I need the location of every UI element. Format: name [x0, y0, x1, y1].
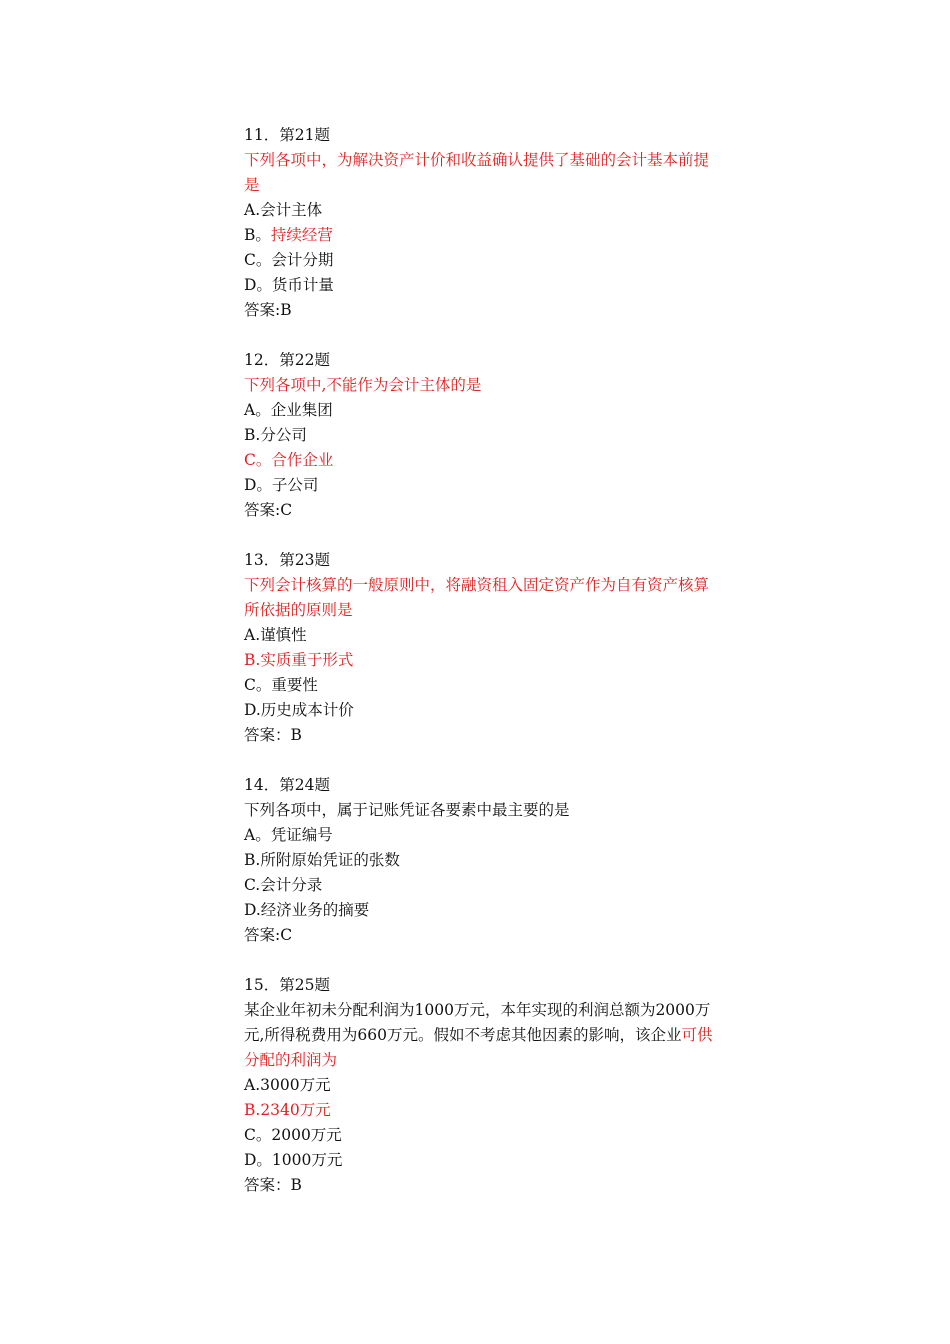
option-item — [244, 673, 714, 698]
question-block — [244, 773, 714, 948]
option-label: B.实质重于形式 — [244, 651, 354, 669]
option-item — [244, 398, 714, 423]
option-item — [244, 873, 714, 898]
option-label: A。企业集团 — [244, 401, 333, 419]
question-stem-segment: 可供分配的利润为 — [244, 1026, 713, 1069]
question-block — [244, 348, 714, 523]
document-body — [244, 123, 714, 1223]
option-label: D。子公司 — [244, 476, 319, 494]
option-item — [244, 223, 714, 248]
option-label: D.经济业务的摘要 — [244, 901, 370, 919]
option-item — [244, 823, 714, 848]
option-label: D。货币计量 — [244, 276, 334, 294]
option-item — [244, 898, 714, 923]
option-label: A。凭证编号 — [244, 826, 333, 844]
answer-line: 答案：B — [244, 1176, 302, 1194]
answer-line: 答案：B — [244, 726, 302, 744]
question-block — [244, 548, 714, 748]
option-item — [244, 448, 714, 473]
question-stem-segment: 下列各项中，属于记账凭证各要素中最主要的是 — [244, 801, 570, 819]
option-label: C。会计分期 — [244, 251, 334, 269]
option-item — [244, 1148, 714, 1173]
option-label: C。重要性 — [244, 676, 318, 694]
option-item — [244, 473, 714, 498]
option-label: C。合作企业 — [244, 451, 334, 469]
option-label: C。2000万元 — [244, 1126, 342, 1144]
option-item — [244, 198, 714, 223]
option-label: B.所附原始凭证的张数 — [244, 851, 400, 869]
question-stem — [244, 573, 714, 623]
option-item — [244, 423, 714, 448]
question-stem — [244, 148, 714, 198]
question-header: 11．第21题 — [244, 126, 330, 144]
question-header: 12．第22题 — [244, 351, 330, 369]
question-stem — [244, 798, 714, 823]
option-item — [244, 648, 714, 673]
option-label: B.分公司 — [244, 426, 307, 444]
question-header: 13．第23题 — [244, 551, 330, 569]
option-item — [244, 698, 714, 723]
option-item — [244, 848, 714, 873]
option-item — [244, 1123, 714, 1148]
question-block — [244, 973, 714, 1198]
option-label: C.会计分录 — [244, 876, 323, 894]
answer-line: 答案:C — [244, 501, 293, 519]
question-stem-segment: 下列会计核算的一般原则中，将融资租入固定资产作为自有资产核算所依据的原则是 — [244, 576, 710, 619]
option-label: A.3000万元 — [244, 1076, 331, 1094]
option-label: B.2340万元 — [244, 1101, 331, 1119]
question-stem-segment: 某企业年初未分配利润为1000万元，本年实现的利润总额为2000万元,所得税费用为660万元。假如不考虑其他因素的影响，该企业 — [244, 1001, 711, 1044]
option-label: D.历史成本计价 — [244, 701, 354, 719]
option-label: D。1000万元 — [244, 1151, 343, 1169]
option-item — [244, 1073, 714, 1098]
answer-line: 答案:C — [244, 926, 293, 944]
option-highlight: 持续经营 — [270, 226, 333, 244]
option-item — [244, 273, 714, 298]
question-stem — [244, 373, 714, 398]
option-item — [244, 1098, 714, 1123]
option-label: A.会计主体 — [244, 201, 323, 219]
answer-line: 答案:B — [244, 301, 292, 319]
question-stem-segment: 下列各项中,不能作为会计主体的是 — [244, 376, 482, 394]
option-item — [244, 248, 714, 273]
question-header: 15．第25题 — [244, 976, 330, 994]
option-label: B。 — [244, 226, 271, 244]
question-block — [244, 123, 714, 323]
question-header: 14．第24题 — [244, 776, 330, 794]
question-stem — [244, 998, 714, 1073]
option-label: A.谨慎性 — [244, 626, 307, 644]
question-stem-segment: 下列各项中，为解决资产计价和收益确认提供了基础的会计基本前提是 — [244, 151, 710, 194]
option-item — [244, 623, 714, 648]
